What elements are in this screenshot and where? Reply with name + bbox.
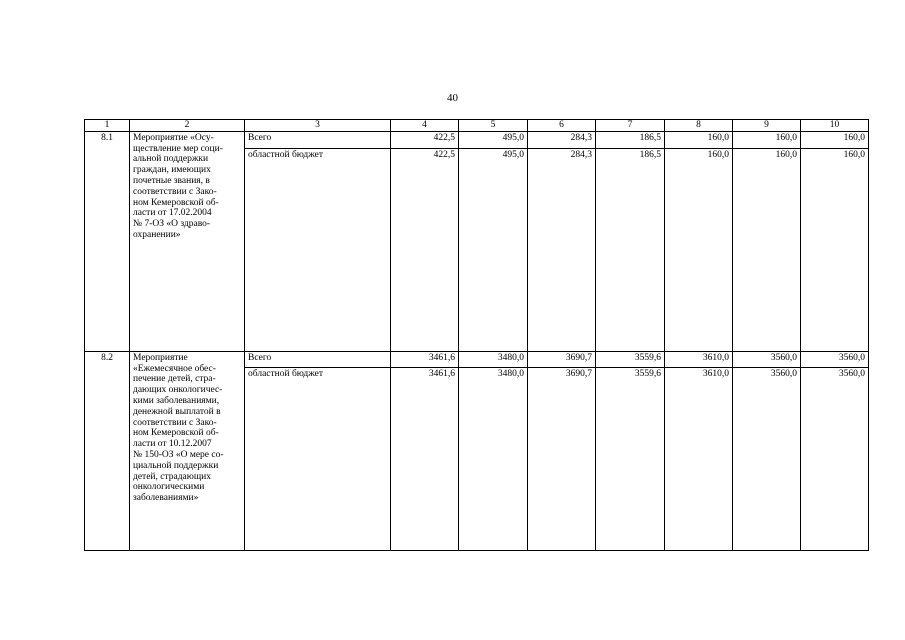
column-number-row xyxy=(85,120,869,132)
value-cell: 186,5 xyxy=(596,131,665,148)
column-number: 1 xyxy=(85,120,130,132)
activity-description: Мероприятие «Осу- ществление мер соци- альной поддержки граждан, имеющих почетные звания, в соответствии с Зако- ном Кемеровской об- ласти от 17.02.2004 № 7-ОЗ «О здраво- охранении» xyxy=(130,131,245,351)
funding-source: Всего xyxy=(245,131,391,148)
column-number: 4 xyxy=(391,120,459,132)
value-cell: 160,0 xyxy=(665,131,733,148)
value-cell: 160,0 xyxy=(733,131,801,148)
value-cell: 3560,0 xyxy=(733,351,801,367)
value-cell: 186,5 xyxy=(596,148,665,351)
value-cell: 160,0 xyxy=(733,148,801,351)
column-number: 8 xyxy=(665,120,733,132)
value-cell: 160,0 xyxy=(665,148,733,351)
value-cell: 3690,7 xyxy=(528,367,596,550)
value-cell: 422,5 xyxy=(391,131,459,148)
column-number: 2 xyxy=(130,120,245,132)
value-cell: 422,5 xyxy=(391,148,459,351)
table-row xyxy=(85,131,869,148)
column-number: 6 xyxy=(528,120,596,132)
value-cell: 160,0 xyxy=(801,131,869,148)
activity-description: Мероприятие «Ежемесячное обес- печение детей, стра- дающих онкологичес- кими заболеваниями, денежной выплатой в соответствии с Зако- ном Кемеровской об- ласти от 10.12.2007 № 150-ОЗ «О мере со- циальной поддержки детей, страдающих онкологическими заболеваниями» xyxy=(130,351,245,550)
value-cell: 160,0 xyxy=(801,148,869,351)
value-cell: 3559,6 xyxy=(596,367,665,550)
value-cell: 495,0 xyxy=(459,131,528,148)
value-cell: 3480,0 xyxy=(459,367,528,550)
value-cell: 3690,7 xyxy=(528,351,596,367)
column-number: 3 xyxy=(245,120,391,132)
column-number: 7 xyxy=(596,120,665,132)
value-cell: 284,3 xyxy=(528,131,596,148)
column-number: 9 xyxy=(733,120,801,132)
funding-source: Всего xyxy=(245,351,391,367)
value-cell: 3461,6 xyxy=(391,351,459,367)
table-row xyxy=(85,351,869,367)
budget-table xyxy=(84,119,869,551)
activity-code: 8.1 xyxy=(85,131,130,351)
page-number: 40 xyxy=(447,92,458,104)
value-cell: 3461,6 xyxy=(391,367,459,550)
value-cell: 3560,0 xyxy=(801,367,869,550)
value-cell: 3610,0 xyxy=(665,351,733,367)
activity-code: 8.2 xyxy=(85,351,130,550)
funding-source: областной бюджет xyxy=(245,367,391,550)
column-number: 10 xyxy=(801,120,869,132)
value-cell: 3559,6 xyxy=(596,351,665,367)
value-cell: 3610,0 xyxy=(665,367,733,550)
value-cell: 3560,0 xyxy=(801,351,869,367)
funding-source: областной бюджет xyxy=(245,148,391,351)
value-cell: 495,0 xyxy=(459,148,528,351)
value-cell: 3560,0 xyxy=(733,367,801,550)
column-number: 5 xyxy=(459,120,528,132)
value-cell: 3480,0 xyxy=(459,351,528,367)
value-cell: 284,3 xyxy=(528,148,596,351)
